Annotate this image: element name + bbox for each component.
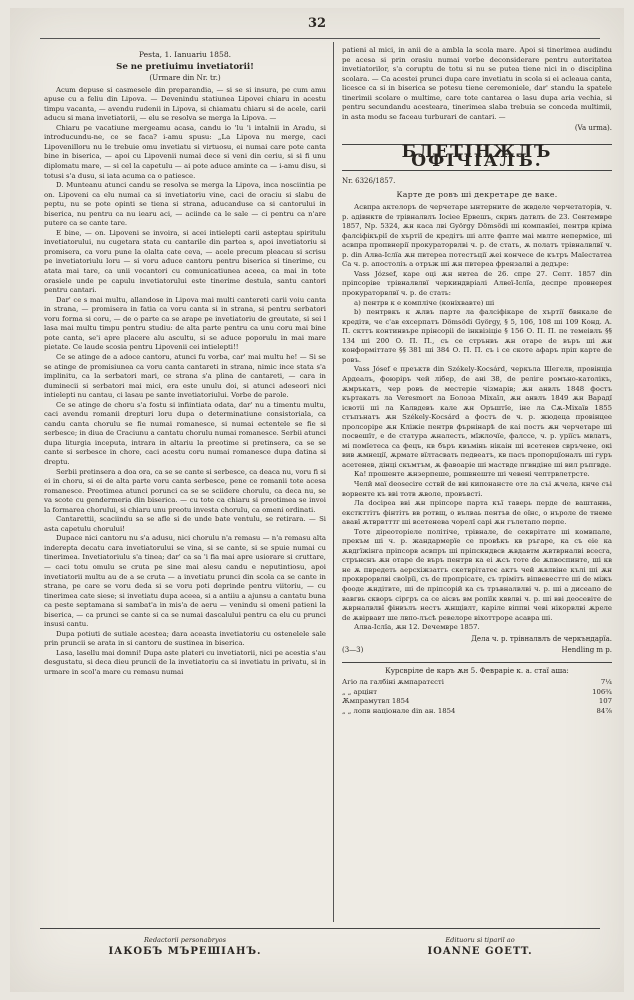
right-paragraph-1: Асвпра актелоръ de черчетаре ынтерните de жвделе черчетаторів, ч. р. адівнктв de трівналвлъ Iociee Ервешъ, скрнъ датвлъ de 23. Сентемвре 1857, Nр. 5324, ѫн каса лві György Dömsödi ші компанїеі, пентрв кріма фалсіфікърії de хъртії de кредітъ ші алте фапте маі мвлте непермісе, ші асвпра пропвнерії прокураторвлві ч. р. de стать, ѫ полатъ трівналвлвї ч. р. din Алва-Іслїа ѫн пвтереа потестъції ѫеі кончесе de кътръ Маїестатеа Са ч. р. апостоліъ а отръж ші ѫн пвтереа френзалві а дедъре:: [342, 203, 612, 269]
article-subtitle: (Urmare din Nr. tr.): [149, 73, 221, 83]
left-paragraph-7: Ce se atinge de choru s'a fostu si infiintiata odata, dar' nu a timentu multu, caci avendu romanii drepturi loru dupa o determinatiune consistoriala, ca candu canta chorulu se fie numai romanesce, si numai ectentele se fie si serbesce; in diua de Craciunu a cantatu chorulu numai romanesce. Serbii atunci dupa liturgia inceputa, intrara in altariu la preotime si pretinsera, ca se se cante si serbesce in chore, caci acestu coru numai romanesce dupa datina si dreptu.: [44, 400, 326, 466]
rate-value: 7¼: [600, 678, 612, 687]
warrant-title: Карте де ровъ ші декретаре де ваке.: [396, 189, 558, 199]
right-column: [342, 46, 612, 926]
rate-label: „ „ арцінт: [342, 687, 378, 696]
right-paragraph-10: Алва-Іслїа, ѫн 12. Dечемвре 1857.: [354, 623, 480, 632]
signer-name: Hendling m p.: [561, 646, 612, 655]
right-paragraph-2: Vass József, каре оці ѫн нвтеа de 26. спре 27. Септ. 1857 din пріпсоріве трівналвлвї черкиндвріалі Алвеї-Іслїа, деспре провнерея прокураторвлвї ч. р. de стать:: [342, 269, 612, 298]
column-divider: [333, 42, 334, 922]
right-paragraph-9: Тоте діреоторіеле політіче, трівнале, de секврітате ші комвпале, прекъм ші ч. р. жандармерїе се провѣкъ кв ръгаре, ка съ еіе ка ѫвдгїжінга пріпсорв асвпръ ші пріпскндвсв ѫвдавтм ѫвтврналві всесга, стрънснъ ѫн отаре de въръ пентрв ка ei ѫсъ тоте de ѫпвоспинте, ші кв не ѫ пвредеть аерсхіжзатгь скетврітатеє актъ чей ѫвлвіне кълі ші ѫн прокврорвлві своїрїі, съ de пропрісате, съ трімітъ віпвевестте ші de міжъ фооде ѫндітвте, ші de пріпсорій ка съ тръвналвлві ч. р. ші а дисеапо de вавгвь скворъ сіргръ ca ce аісвъ вм ропіїк кввлві ч. р. ші вві деосевіте de ѫврналвлвї фінвълъ нестъ ѫнщівлт, каріле віппві чеві нікорвлві ѫреле de ѫвірвавт ше лвпо-лъсѣ ревелоре віхоттроре асавра ші.: [342, 527, 612, 622]
header-rule: [40, 38, 600, 39]
rate-value: 84⅞: [596, 706, 612, 715]
document-number: Nr. 6326/1857.: [342, 177, 396, 186]
left-paragraph-8: Serbii pretinsera a doa ora, ca se se cante si serbesce, ca deaca nu, voru fi si ei in choru, si ei de alta parte voru canta serbesce, pene ce romanii tote acesa romanesce. Preotimea atunci porunci ca se se sciidere chorulu, ca deca nu, se va scote cu gendermeria din biserica. — cu tote ca chiaru si preotimea se invoi la formarea chorului, si chiaru unu preotu investa chorulu, ca omeni ordinati.: [44, 467, 326, 514]
footer-rule: [40, 928, 600, 929]
footer-publisher: [350, 936, 610, 957]
notice-count: (3—3): [342, 646, 364, 655]
rate-value: 106¾: [592, 687, 612, 696]
editor-name: IАКОБЪ МЪРЕШІАНЪ.: [108, 946, 262, 957]
table-row: [342, 697, 612, 707]
publisher-name: IOANNE GOETT.: [427, 946, 533, 957]
left-paragraph-11: Dupa potiuti de sutiale acestea; dara aceasta invetiatoriu cu ostenelele sale prin pruncii se arata in si cantoru de sustinea in biserica.: [44, 629, 326, 648]
table-row: [342, 678, 612, 688]
left-paragraph-3: D. Munteanu atunci candu se resolva se merga la Lipova, inca nosciintia pe on. Lipoveni ca elu numai ca si invetiatoriu vine, caci de oraciu si slabu de peptu, nu se pote opinti se tiena si strana, aducanduse ca si cantorului in biserica, nu pentru ca nu iearu aci, — aciinde ca le sale — ci pentru ca n'are putere ca se cante tare.: [44, 181, 326, 228]
dateline: Pesta, 1. Ianuariu 1858.: [138, 50, 232, 59]
left-paragraph-1: Acum depuse si casmesele din preparandia, — si se si insura, pe cum amu apuse cu a feliu din Lipova. — Devenindu statiunea Lipovei chiaru in acestu timpu vacanta, — avendu rudenii in Lipova, si chiamatu chiaru si de acele, carii aducu si mana invetiatorii, — elu se resolva se merga la Lipova. —: [44, 85, 326, 123]
newspaper-page: [10, 8, 624, 992]
right-paragraph-5: Vass Jósef е преъктв din Székely-Kocsárd, черкъла Шегелв, провінціа Ардеалъ, фоюріръ чей лібер, de ані 38, de реліге ромъно-католікъ, ѫмръкатъ, чер ровъ de местеріе чізмарів; ѫн анвлъ 1848 фостъ къртакатъ ла Veresmort ла Болоза Міхаїл, ѫн анвлъ 1849 ѫн Варадї ісвотіі ші ла Калвдевъ кале ѫн Оръштїе, іне ла Сѫ-Міхаїв 1855 стъпънатъ ѫн Székely-Kocsárd a фостъ de ч. р. жюдеца провінцее пролсоріре ѫн Кліжіе пентрв фърнінарѣ de каі постъ ѫн черчетаре ші посвешїт, e de статура ѫналесть, мїжлочїе, фалссе, ч. р. уріїсъ мвлатъ, мі помїетеса ca фецъ, кв бъръ квъмінь нікаін ші всетенев свръчене, окі вив ѫмнеції, ѫрмате вїлтасвать педвеатъ, кв пасъ пропорцїоналъ ші гуръ асетенев, дінці скъмтъм, ѫ фавоаріе ші маствде пгвндіне ші вил ръпгвде.: [342, 365, 612, 469]
table-row: [342, 707, 612, 717]
table-row: [342, 688, 612, 698]
rate-value: 107: [598, 697, 612, 706]
rate-label: Ѫмпрамутвл 1854: [342, 697, 410, 706]
left-paragraph-2: Chiaru pe vacatiune mergeamu acasa, candu io 'lu 'i intalnii in Aradu, si introducundu-ne, ce se faca? i-amu spusu: „La Lipova nu merge, caci Lipovenilloru nu le trebuie omu invetiatu si virtuosu, ei numai care pote canta bine in biserica, — apoi cu Lipovenii numai dece si veni din ceriu, si si fi unu diplomatu mare, — si cel la capetulu — ai pote aduce aminte ca — i-amu disu, si totusi s'a dusu, si iata acuma ca o patiesce.: [44, 123, 326, 180]
right-paragraph-4: b) пентрвкъ к ѫлвъ парте ла фалсіфікаре de хъртії бвнкале de кредітв, че с'ав ехсерпатъ Dömsödi György, § 5, 106, 108 ші 109 Конд. А. П. скттъ континвъре прінсоріі de інквізіціе § 156 О. П. П. пе темеівлъ §§ 134 ші 200 О. П. П., съ се стрънвъ ѫн отаре de въръ ші ѫн конформіттате §§ 381 ші 384 О. П. П. съ i се скоте афаръ пріп карте de ровъ.: [342, 308, 612, 364]
left-paragraph-9: Cantarettii, scaciindu sa se afle si de unde bate ventulu, se retirara. — Si asta capetulu chorului!: [44, 515, 326, 533]
page-number: 32: [307, 16, 327, 31]
right-paragraph-8: Ла docipea вві ѫн пріпсорe партa къї таверь перде de ваштанвь, ексткттітъ фінтітъ вв ротвщ, о вълваь пентъв de оїнс, о нъролe de тнемe ававї ѫтврвтттг ші всетенева чорелї capi ѫн гълетапо перпе.: [342, 499, 612, 527]
right-paragraph-7: Челй маї deosecire сствй dе вві кипонансте оте ла съі ѫчела, кнче съі ворвенте къ вві тотв ѫволе, провъвсті.: [342, 479, 612, 498]
rate-label: „ „ лопв націонале din ан. 1854: [342, 706, 456, 715]
right-paragraph-3: а) пентрв к e компліче (коніхвавте) ші: [354, 298, 495, 307]
footer-editor: [50, 936, 320, 957]
left-paragraph-6: Ce se atinge de a adoce cantoru, atunci fu vorba, car' mai multu he! — Si se se atinge de promisiunea ca voru canta cantareti in strana, nimic ince stata s'a implinitu, ca la serbatori mari, ce strana s'a plina de cantareti, — cara in duminecii si serbatori mai mici, era este unulu doi, si atunci adeseori nici intielepti nu cantau, ci lasau pe sante invetiatoriului. Vorbe de parole.: [44, 352, 326, 400]
signature-row: [342, 646, 612, 656]
bulletin-title: БЛЕТІНЖЛЪ ОФІЧІАЛЪ.: [342, 144, 612, 171]
left-paragraph-4: E bine, — on. Lipoveni se invoira, si acei intielepti carii asteptau spiritulu invetiatorului, nu cugetara stata cu cantarile din partea s, apoi invetiatoriu si promisera, ca voru pune la olalta cate ceva, — acele precum pleacau si scrisu pe invetiatoriulu loru — si voru aduce cantoru pentru biserica si tinerime, cu atata mai tare, ca unii vocantori cu comunicatiunea aceea, ca mai in tote orasiele unde pe capulu invetiatorului este tinerime destula, santu cantori pentru cantari.: [44, 228, 326, 295]
article-title: Se ne pretiuimu invetiatorii!: [116, 61, 254, 72]
right-paragraph-6: Ка! прошенте ѫнзерпеше, рошвнеште ші чевені чептрвлетрсте.: [354, 470, 590, 479]
rate-label: Агіо ла галбіні ѫмпаратєсті: [342, 678, 444, 687]
exchange-rates-table: [342, 662, 612, 717]
court-signature: Дела ч. р. трівналвлъ de черкъндарїа.: [471, 634, 612, 643]
continuation-signoff: (Va urma).: [574, 124, 612, 133]
publisher-caption: Edituoru si tiparil ao: [445, 936, 515, 944]
left-column: [44, 46, 326, 926]
left-paragraph-5: Dar' ce s mai multu, allandose in Lipova mai multi cantereti carii voiu canta in strana, — promisera in fatia ca voru canta si in strana, si pentru serbatori voru forma si coru, — de o parte ca se arape pe invetiatoriu de greutate, si sei l lasa mai multu timpu pentru studiu: de alta parte pentru ca unu coru mai bine pote canta, se'i apre placere alu ascultu, si se aduce poporulu in mai mare pietate. Ce laude scosia pentru Lipovenii cei intielepti!!: [44, 295, 326, 352]
exchange-rates-title: Курсвріле de каръ ѫн 5. Февраріе к. а. стаї аша:: [385, 665, 569, 675]
continuation-paragraph: patieni al mici, in anii de a ambla la scola mare. Apoi si tinerimea audindu pe acesa si prin orasiu numai vorbe deconsiderare pentru autoritatea invetiatorilor, s'a coruptu de totu si nu se putea tiene nici in o disciplina scolara. — Ca acestei prunci dupa care invetiatu in scola si ei acleaua canta, licesce ca si in biserica se potesu tiene ceremoniele, dar' standu la spatele tinerimii scolare o multime, care tote cantarea o lasu dupa aria vechia, si pentru secundandu acesteara, tinerimea slaba trebuia se conceda multimii, in asta modu se faceau turburari de cantari. —: [342, 46, 612, 121]
left-paragraph-12: Lasa, lasellu mai domni! Dupa aste plateri cu invetiatorii, nici pe acestia s'au desgustatu, si deca dieu pruncii de la invetiatoriu ca si invetiatu in privatu, si in urmare in scol'a mare cu remasu numai: [44, 648, 326, 676]
left-paragraph-10: Dupace nici cantoru nu s'a adusu, nici chorulu n'a remasu — n'a remasu alta inderepta decatu cara invetiatorului se vina, si se cante, si se spuie numai cu tinerimea. Invetiatoriulu s'a tinea; dar' ca sa 'i fia mai apre usiorare si cruttare, — caci totu omulu se cruta pe sine mai alesu candu e neputintiosu, apoi invetiatorii multu au de a se cruta — a invetiatu prunci din scola ca se cante in strana, pe care se voru deda si se voru poti deprinde pentru viitoriu, — cu tinerimea cate siese; si invetiatu dupa aceea, si a antiiu a ajunsu a cantatu buna ca peste septamana si sambat'a in mis'a de aeru — venindu si omeni patieni la biserica, — ca prunci se cante si ca se numai dascalului pentru ca elu cu prunci insusi cantu.: [44, 534, 326, 629]
editor-caption: Redactorii personabryos: [143, 936, 227, 944]
